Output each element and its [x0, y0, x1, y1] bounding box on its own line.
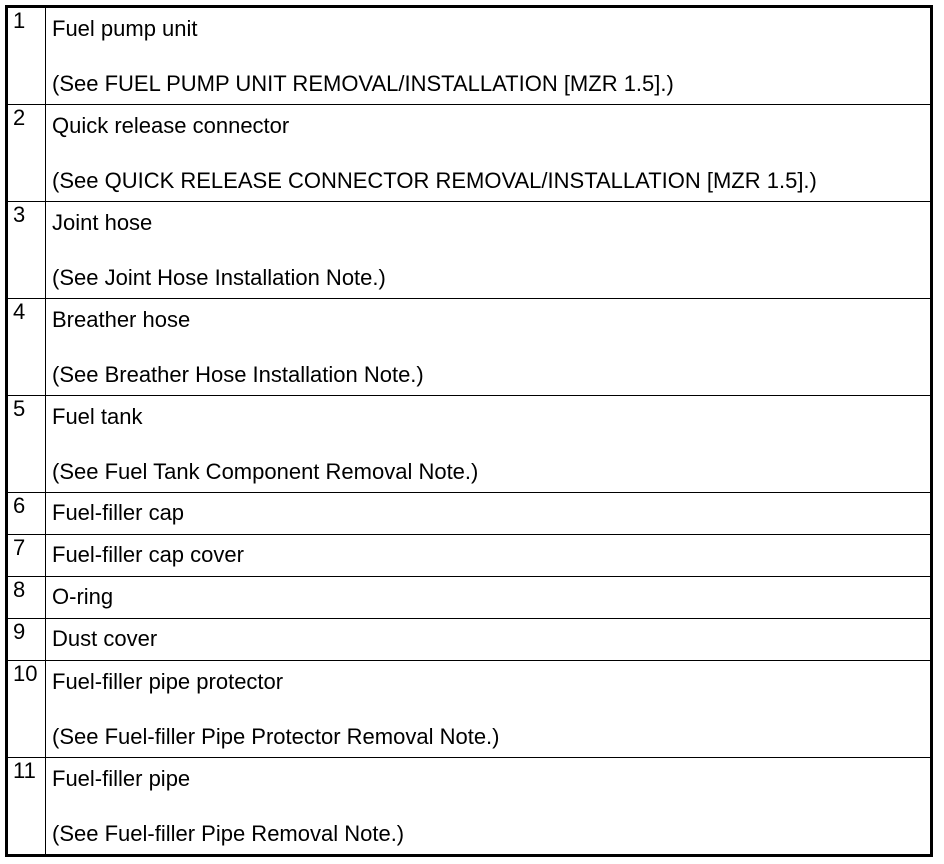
part-name: O-ring — [52, 584, 114, 609]
row-description — [46, 105, 932, 202]
parts-table — [5, 5, 933, 857]
part-note-link[interactable]: (See FUEL PUMP UNIT REMOVAL/INSTALLATION [MZR 1.5].) — [52, 71, 674, 96]
table-row — [7, 535, 932, 577]
table-row — [7, 661, 932, 758]
row-number: 9 — [7, 619, 46, 661]
part-name: Joint hose — [52, 210, 153, 235]
part-name: Fuel-filler cap — [52, 500, 185, 525]
part-name: Fuel-filler pipe protector — [52, 669, 284, 694]
part-note-link[interactable]: (See Fuel-filler Pipe Protector Removal Note.) — [52, 724, 500, 749]
row-number: 6 — [7, 493, 46, 535]
part-note-link[interactable]: (See QUICK RELEASE CONNECTOR REMOVAL/INSTALLATION [MZR 1.5].) — [52, 168, 817, 193]
table-row — [7, 202, 932, 299]
row-number: 2 — [7, 105, 46, 202]
part-name: Fuel tank — [52, 404, 143, 429]
row-description — [46, 7, 932, 105]
part-note-link[interactable]: (See Joint Hose Installation Note.) — [52, 265, 386, 290]
part-name: Fuel-filler pipe — [52, 766, 191, 791]
row-number: 8 — [7, 577, 46, 619]
row-number: 11 — [7, 758, 46, 856]
part-name: Fuel-filler cap cover — [52, 542, 244, 567]
part-note-link[interactable]: (See Fuel-filler Pipe Removal Note.) — [52, 821, 405, 846]
row-description — [46, 396, 932, 493]
table-row — [7, 299, 932, 396]
table-row — [7, 577, 932, 619]
row-description — [46, 661, 932, 758]
row-number: 10 — [7, 661, 46, 758]
table-row — [7, 619, 932, 661]
row-description — [46, 299, 932, 396]
part-name: Fuel pump unit — [52, 16, 198, 41]
parts-table-body — [7, 7, 932, 856]
row-description — [46, 202, 932, 299]
row-number: 7 — [7, 535, 46, 577]
row-description — [46, 758, 932, 856]
part-note-link[interactable]: (See Breather Hose Installation Note.) — [52, 362, 424, 387]
row-number: 1 — [7, 7, 46, 105]
row-description — [46, 493, 932, 535]
row-number: 4 — [7, 299, 46, 396]
table-row — [7, 758, 932, 856]
row-number: 3 — [7, 202, 46, 299]
part-note-link[interactable]: (See Fuel Tank Component Removal Note.) — [52, 459, 479, 484]
row-description — [46, 577, 932, 619]
part-name: Dust cover — [52, 626, 158, 651]
table-row — [7, 396, 932, 493]
part-name: Quick release connector — [52, 113, 290, 138]
row-number: 5 — [7, 396, 46, 493]
row-description — [46, 535, 932, 577]
part-name: Breather hose — [52, 307, 191, 332]
table-row — [7, 493, 932, 535]
table-row — [7, 105, 932, 202]
row-description — [46, 619, 932, 661]
table-row — [7, 7, 932, 105]
